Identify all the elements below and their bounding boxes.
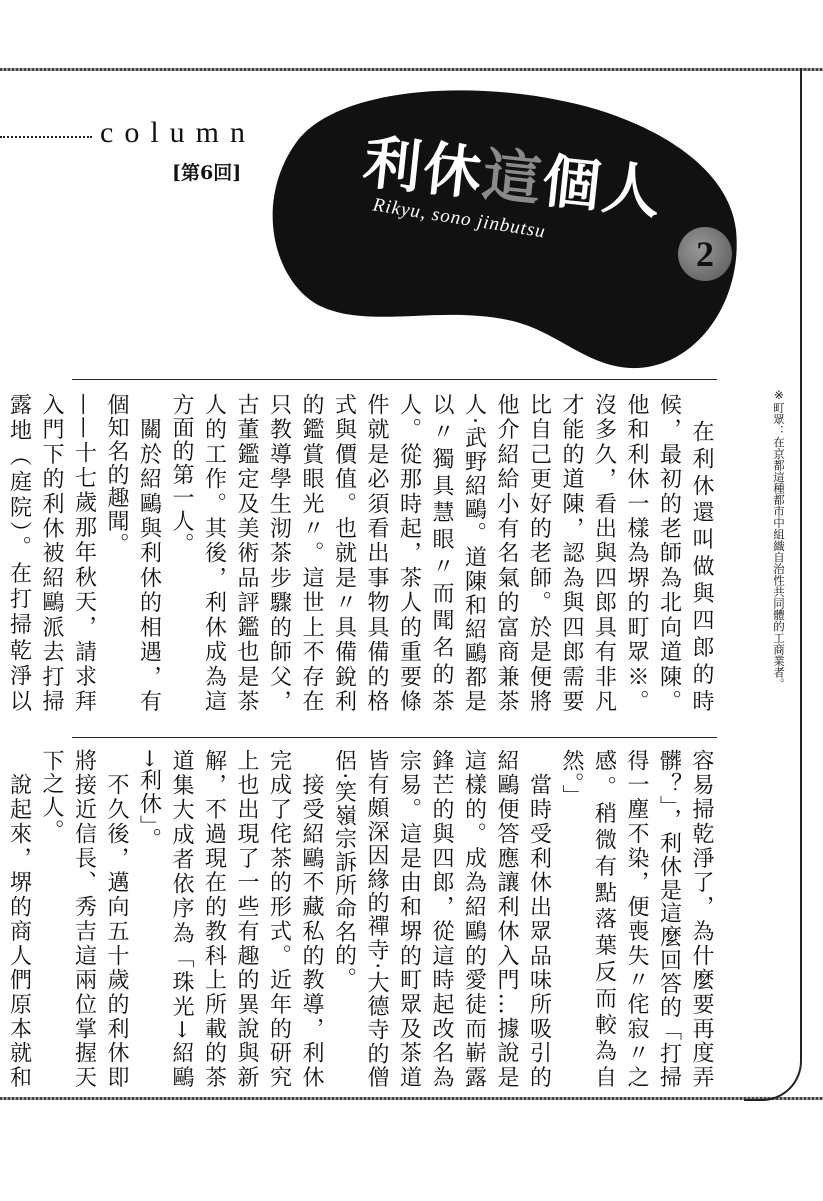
title-romaji: Rikyu, sono jinbutsu — [371, 194, 548, 243]
title-part-3: 個人 — [539, 146, 666, 227]
column-heading: column — [100, 116, 256, 149]
issue-number: [第6回] — [172, 162, 242, 184]
bottom-edge-rule — [0, 1097, 823, 1100]
dotted-leader — [0, 136, 92, 138]
part-badge: 2 — [678, 227, 732, 281]
article-text-lower: 容易掃乾淨了，為什麼要再度弄髒？」，利休是這麼回答的「打掃得一塵不染，便喪失〃侘寂〃之感。稍微有點落葉反而較為自然。」 當時受利休出眾品味所吸引的紹鷗便答應讓利休入門…據說是這樣的。成為紹鷗的愛徒而嶄露鋒芒的與四郎，從這時起改名為宗易。這是由和堺的町眾及茶道皆有頗深因緣的禪寺‧大德寺的僧侶‧笑嶺宗訴所命名的。 接受紹鷗不藏私的教導，利休完成了侘茶的形式。近年的研究上也出現了一些有趣的異說與新解，不過現在的教科上所載的茶道集大成者依序為「珠光→紹鷗→利休」。 不久後，邁向五十歲的利休即將接近信長、秀吉這兩位掌握天下之人。 說起來，堺的商人們原本就和 — [6, 749, 714, 1089]
top-edge-rule — [0, 68, 823, 71]
upper-rule — [72, 379, 717, 380]
middle-rule — [72, 737, 717, 738]
title-part-2: 這 — [479, 140, 547, 215]
article-text-upper: 在利休還叫做與四郎的時候，最初的老師為北向道陳。他和利休一樣為堺的町眾※。沒多久，看出與四郎具有非凡才能的道陳，認為與四郎需要比自己更好的老師。於是便將他介紹給小有名氣的富商兼茶人‧武野紹鷗。道陳和紹鷗都是以〃獨具慧眼〃而聞名的茶人。從那時起，茶人的重要條件就是必須看出事物具備的格式與價值。也就是〃具備銳利的鑑賞眼光〃。這世上不存在只教導學生沏茶步驟的師父，古董鑑定及美術品評鑑也是茶人的工作。其後，利休成為這方面的第一人。 關於紹鷗與利休的相遇，有個知名的趣聞。 ——十七歲那年秋天，請求拜入門下的利休被紹鷗派去打掃露地（庭院）。在打掃乾淨以 — [6, 393, 714, 713]
title-part-1: 利休 — [360, 127, 487, 209]
footnote: ※町眾：在京都這種都市中組織自治性共同體的工商業者。 — [772, 388, 786, 690]
